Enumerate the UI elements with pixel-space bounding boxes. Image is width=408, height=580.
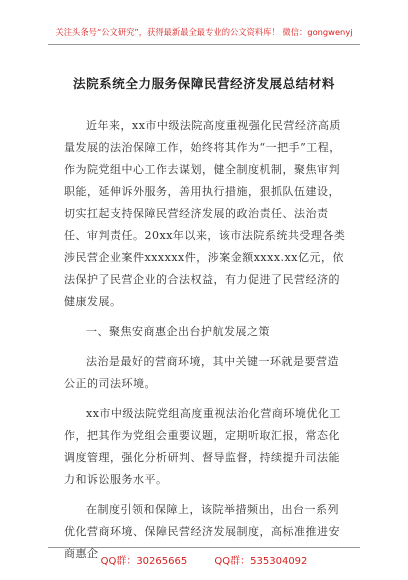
document-body [64, 115, 346, 573]
footer-divider [48, 547, 360, 548]
footer [0, 552, 408, 567]
paragraph-3: xx市中级法院党组高度重视法治化营商环境优化工作，把其作为党组会重要议题，定期听取汇报，常态化调度管理，强化分析研判、督导监督，持续提升司法能力和诉讼服务水平。 [64, 407, 341, 486]
footer-qq-group-1: QQ群：30265665 [100, 556, 188, 567]
paragraph-4: 在制度引领和保障上，该院举措频出，出台一系列优化营商环境、保障民营经济发展制度，高标准推进安商惠企 [64, 503, 340, 560]
section-heading-1: 一、聚焦安商惠企出台护航发展之策 [86, 325, 270, 338]
document-title: 法院系统全力服务保障民营经济发展总结材料 [72, 76, 335, 91]
paragraph-2: 法治是最好的营商环境，其中关键一环就是要营造公正的司法环境。 [64, 355, 339, 390]
footer-qq-group-2: QQ群：535304092 [214, 556, 308, 567]
header-banner: 关注头条号“公文研究”，获得最新最全最专业的公文资料库！ 微信：gongwenyj [55, 27, 353, 37]
paragraph-intro: 近年来，xx市中级法院高度重视强化民营经济高质量发展的法治保障工作，始终将其作为“一把手”工程，作为院党组中心工作去谋划，健全制度机制，聚焦审判职能，延伸诉外服务，善用执行措施，狠抓队伍建设，切实扛起支持保障民营经济发展的政治责任、法治责任、审判责任。20xx年以来，该市法院系统共受理各类涉民营企业案件xxxxxx件，涉案金额xxxx.xx亿元，依法保护了民营企业的合法权益，有力促进了民营经济的健康发展。 [64, 119, 346, 308]
header-divider [48, 44, 360, 45]
